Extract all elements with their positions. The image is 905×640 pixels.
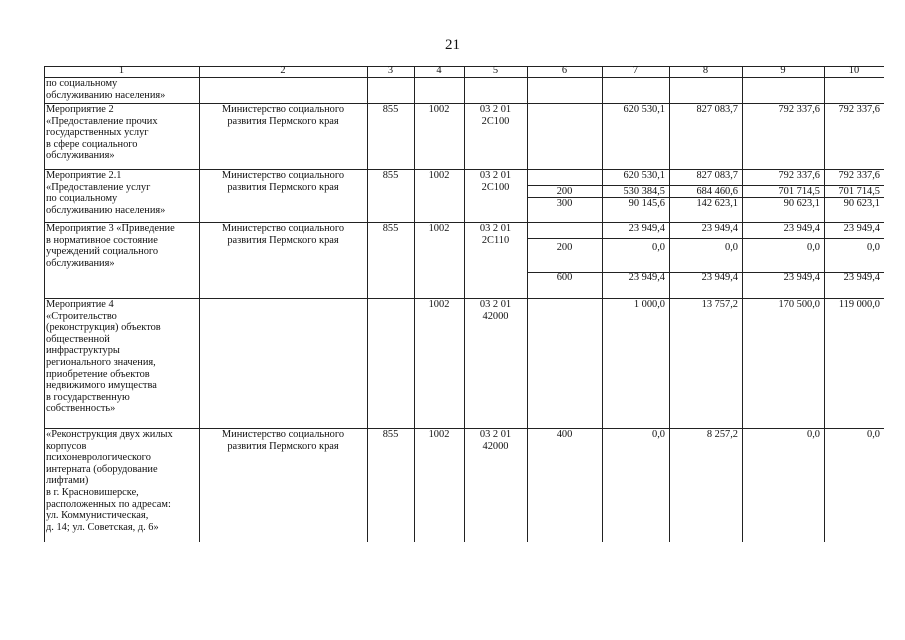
row-name: Мероприятие 2.1 «Предоставление услуг по социальному обслуживанию населения»: [46, 170, 166, 216]
value-col-9: 792 337,6: [778, 170, 820, 181]
value-col-7: 0,0: [652, 242, 665, 253]
value-col-10: 23 949,4: [843, 223, 880, 234]
header-col-7: 7: [632, 65, 639, 76]
row-name: «Реконструкция двух жилых корпусов психоневрологического интерната (оборудование лифтами) в г. Красновишерске, расположенных по адресам: ул. Коммунистическая, д. 14; ул. Советская, д. 6»: [46, 429, 173, 533]
value-col-9: 90 623,1: [783, 198, 820, 209]
value-col-10: 90 623,1: [843, 198, 880, 209]
header-col-8: 8: [702, 65, 709, 76]
value-col-9: 170 500,0: [778, 299, 820, 310]
value-col-9: 0,0: [807, 429, 820, 440]
budget-table: [44, 66, 884, 542]
value-col-10: 792 337,6: [838, 104, 880, 115]
type-cell: 600: [556, 272, 573, 283]
value-col-8: 827 083,7: [696, 170, 738, 181]
value-col-7: 0,0: [652, 429, 665, 440]
target-article-cell: 03 2 01 2С110: [479, 223, 512, 246]
value-col-9: 23 949,4: [783, 272, 820, 283]
ministry-cell: Министерство социального развития Пермского края: [221, 170, 345, 193]
value-col-10: 0,0: [867, 429, 880, 440]
value-col-10: 23 949,4: [843, 272, 880, 283]
header-col-9: 9: [780, 65, 786, 76]
section-cell: 1002: [428, 429, 450, 440]
target-article-cell: 03 2 01 42000: [479, 429, 512, 452]
row-name: по социальному обслуживанию населения»: [46, 78, 166, 101]
value-col-8: 23 949,4: [701, 223, 738, 234]
value-col-8: 142 623,1: [696, 198, 738, 209]
value-col-10: 701 714,5: [838, 186, 880, 197]
header-col-2: 2: [280, 65, 286, 76]
row-name: Мероприятие 4 «Строительство (реконструкция) объектов общественной инфраструктуры регионального значения, приобретение объектов недвижимого имущества в государственную собственность»: [46, 299, 161, 415]
row-name: Мероприятие 3 «Приведение в нормативное состояние учреждений социального обслуживания»: [46, 223, 175, 269]
code-cell: 855: [382, 104, 399, 115]
value-col-7: 23 949,4: [628, 223, 665, 234]
value-col-9: 23 949,4: [783, 223, 820, 234]
value-col-8: 13 757,2: [701, 299, 738, 310]
value-col-9: 792 337,6: [778, 104, 820, 115]
header-col-6: 6: [561, 65, 568, 76]
value-col-10: 792 337,6: [838, 170, 880, 181]
value-col-7: 90 145,6: [628, 198, 665, 209]
value-col-8: 684 460,6: [696, 186, 738, 197]
code-cell: 855: [382, 223, 399, 234]
target-article-cell: 03 2 01 42000: [479, 299, 512, 322]
code-cell: 855: [382, 170, 399, 181]
section-cell: 1002: [428, 223, 450, 234]
value-col-9: 0,0: [807, 242, 820, 253]
value-col-8: 827 083,7: [696, 104, 738, 115]
value-col-7: 620 530,1: [623, 170, 665, 181]
value-col-7: 620 530,1: [623, 104, 665, 115]
row-name: Мероприятие 2 «Предоставление прочих государственных услуг в сфере социального обслуживания»: [46, 104, 158, 162]
section-cell: 1002: [428, 299, 450, 310]
ministry-cell: Министерство социального развития Пермского края: [221, 429, 345, 452]
ministry-cell: Министерство социального развития Пермского края: [221, 223, 345, 246]
value-col-7: 530 384,5: [623, 186, 665, 197]
header-col-3: 3: [387, 65, 394, 76]
ministry-cell: Министерство социального развития Пермского края: [221, 104, 345, 127]
value-col-8: 0,0: [725, 242, 738, 253]
section-cell: 1002: [428, 170, 450, 181]
type-cell: 200: [556, 242, 573, 253]
header-col-1: 1: [118, 65, 125, 76]
value-col-7: 23 949,4: [628, 272, 665, 283]
type-cell: 200: [556, 186, 573, 197]
value-col-8: 8 257,2: [706, 429, 738, 440]
code-cell: 855: [382, 429, 399, 440]
target-article-cell: 03 2 01 2С100: [479, 170, 512, 193]
page-number: 21: [445, 37, 460, 53]
target-article-cell: 03 2 01 2С100: [479, 104, 512, 127]
header-col-10: 10: [848, 65, 860, 76]
header-col-5: 5: [492, 65, 499, 76]
value-col-8: 23 949,4: [701, 272, 738, 283]
section-cell: 1002: [428, 104, 450, 115]
type-cell: 400: [556, 429, 573, 440]
value-col-9: 701 714,5: [778, 186, 820, 197]
value-col-7: 1 000,0: [633, 299, 665, 310]
value-col-10: 119 000,0: [838, 299, 880, 310]
value-col-10: 0,0: [867, 242, 880, 253]
type-cell: 300: [556, 198, 573, 209]
header-col-4: 4: [436, 65, 442, 76]
